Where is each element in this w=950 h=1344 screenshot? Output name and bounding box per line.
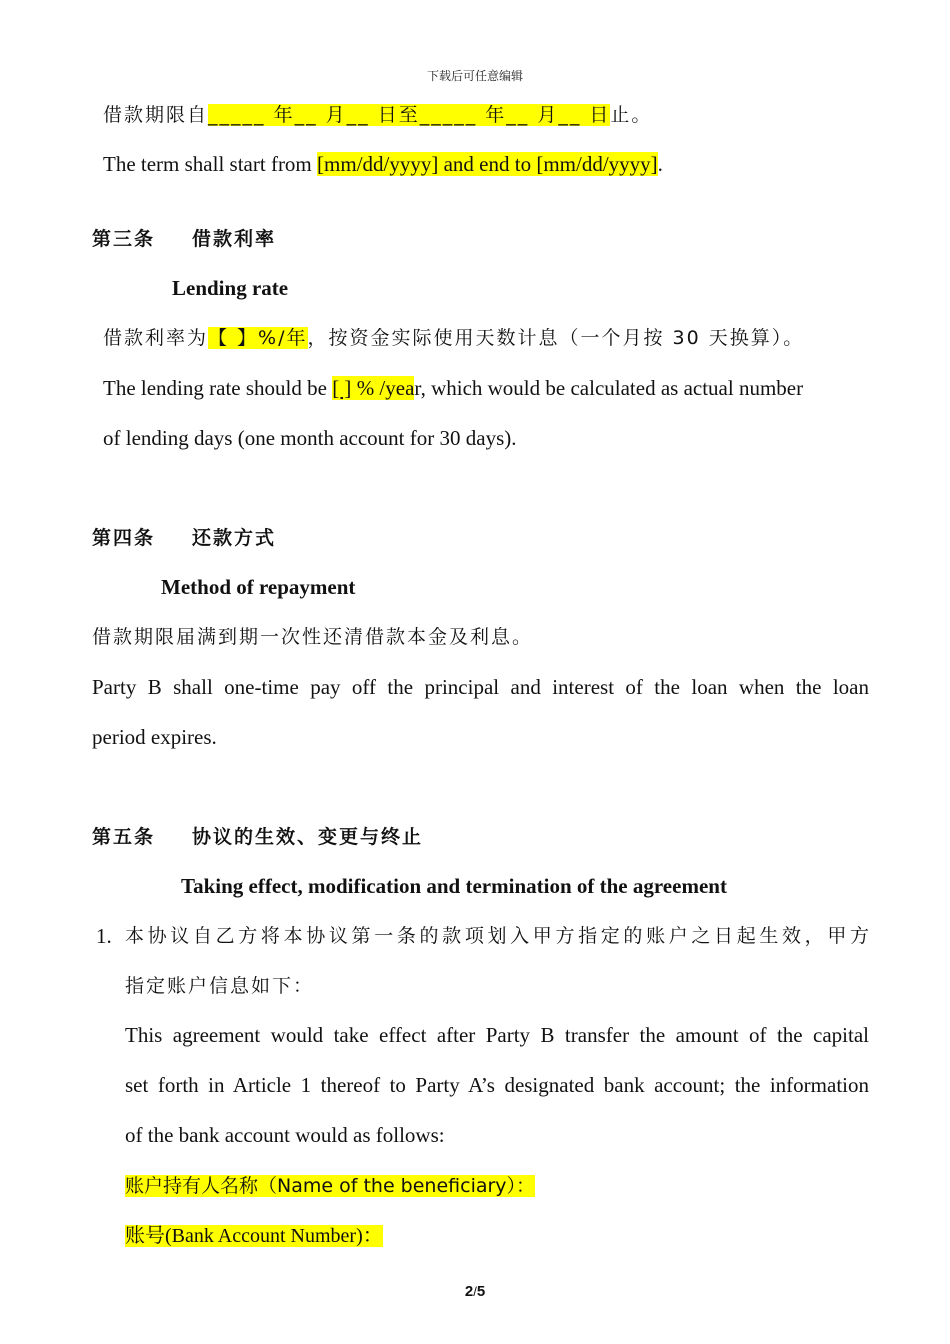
item1-marker: 1.: [96, 924, 112, 948]
article3-en-line1: [103, 373, 803, 403]
page-current: 2: [464, 1283, 474, 1300]
day-to-label: 日至: [377, 104, 420, 126]
account-line: [125, 1220, 383, 1251]
item1-en-line3: of the bank account would as follows:: [125, 1123, 445, 1147]
blank-day-start: __: [346, 104, 370, 126]
page-separator: /: [473, 1284, 477, 1299]
article3-cn-text: [103, 323, 804, 353]
rate-en-blank: [ ]: [332, 376, 352, 400]
article4-en-title: Method of repayment: [161, 575, 356, 599]
article3-title: 借款利率: [192, 228, 277, 250]
article5-en-title: Taking effect, modification and termination of the agreement: [181, 874, 727, 898]
article5-heading: [92, 822, 423, 852]
article4-heading: [92, 523, 276, 553]
beneficiary-line: [125, 1170, 535, 1201]
article4-cn-text: 借款期限届满到期一次性还清借款本金及利息。: [92, 626, 534, 648]
rate-en-rest: r, which would be calculated as actual number: [414, 376, 804, 400]
year-label: 年: [273, 104, 295, 126]
month-label-end: 月: [537, 104, 559, 126]
item1-cn-line1: 本协议自乙方将本协议第一条的款项划入甲方指定的账户之日起生效，甲方: [125, 925, 869, 947]
article3-en-line2: of lending days (one month account for 30 days).: [103, 426, 517, 450]
article5-title: 协议的生效、变更与终止: [192, 826, 424, 848]
rate-en-unit: % /yea: [351, 376, 415, 400]
rate-en-prefix: The lending rate should be: [103, 376, 333, 400]
term-cn-suffix: 止。: [610, 104, 653, 126]
article3-en-title: Lending rate: [172, 276, 289, 300]
account-label: 账号(Bank Account Number)：: [125, 1225, 383, 1247]
term-en-dates: [mm/dd/yyyy] and end to [mm/dd/yyyy]: [317, 152, 658, 176]
term-en-prefix: The term shall start from: [103, 152, 318, 176]
item1-cn-line2: 指定账户信息如下：: [125, 975, 315, 997]
rate-cn-blank: 【 】%/年: [208, 327, 308, 349]
year-label-end: 年: [485, 104, 507, 126]
article4-number: 第四条: [92, 527, 156, 549]
article3-number: 第三条: [92, 228, 156, 250]
article4-en-line1: Party B shall one-time pay off the principal and interest of the loan when the loan: [92, 675, 869, 699]
term-en-suffix: .: [657, 152, 663, 176]
day-label-end: 日: [589, 104, 611, 126]
article3-heading: [92, 224, 276, 254]
blank-month-end: __: [506, 104, 530, 126]
blank-month-start: __: [294, 104, 318, 126]
page-total: 5: [476, 1283, 486, 1300]
term-cn-prefix: 借款期限自: [103, 104, 209, 126]
term-cn-dates: [208, 104, 610, 126]
rate-cn-rest: ，按资金实际使用天数计息（一个月按 30 天换算）。: [307, 327, 805, 349]
blank-year-end: _____: [419, 104, 478, 126]
blank-year-start: _____: [208, 104, 266, 126]
item1-en-line1: This agreement would take effect after Party B transfer the amount of the capital: [125, 1023, 869, 1047]
term-cn-line: [103, 100, 652, 130]
beneficiary-label: 账户持有人名称（Name of the beneficiary）：: [125, 1175, 536, 1197]
page-header: 下载后可任意编辑: [426, 69, 523, 83]
rate-cn-prefix: 借款利率为: [103, 327, 209, 349]
item1-en-line2: set forth in Article 1 thereof to Party A’s designated bank account; the information: [125, 1073, 869, 1097]
article5-number: 第五条: [92, 826, 156, 848]
blank-day-end: __: [558, 104, 582, 126]
article4-en-line2: period expires.: [92, 725, 217, 749]
page-number: [0, 1283, 950, 1300]
month-label: 月: [325, 104, 347, 126]
article4-title: 还款方式: [192, 527, 277, 549]
term-en-line: [103, 149, 663, 179]
